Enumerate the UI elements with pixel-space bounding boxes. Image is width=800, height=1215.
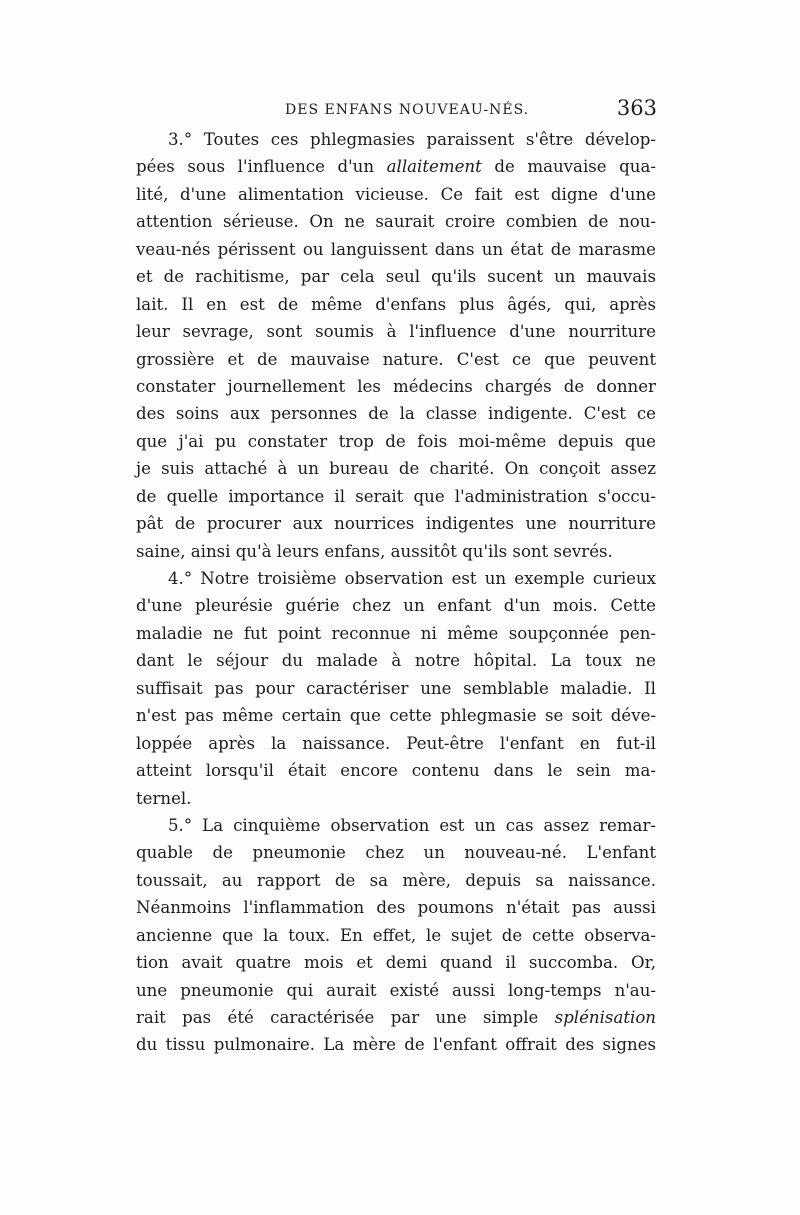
text-line: leur sevrage, sont soumis à l'influence d'une nourriture [136, 322, 656, 342]
text-line: veau-nés périssent ou languissent dans un état de marasme [136, 239, 656, 259]
text-line: une pneumonie qui aurait existé aussi long-temps n'au- [136, 980, 656, 1000]
body-text [136, 126, 656, 1059]
running-head [137, 96, 657, 126]
running-title: DES ENFANS NOUVEAU-NÉS. [285, 102, 530, 118]
text-line: constater journellement les médecins chargés de donner [136, 376, 656, 396]
text-line: et de rachitisme, par cela seul qu'ils sucent un mauvais [136, 267, 656, 287]
text-line: atteint lorsqu'il était encore contenu dans le sein ma- [136, 761, 656, 781]
text-line: pées sous l'influence d'un allaitement de mauvaise qua- [136, 157, 656, 177]
text-line: saine, ainsi qu'à leurs enfans, aussitôt qu'ils sont sevrés. [136, 541, 613, 561]
text-line: quable de pneumonie chez un nouveau-né. L'enfant [136, 843, 656, 863]
text-line: rait pas été caractérisée par une simple splénisation [136, 1008, 656, 1027]
text-line: je suis attaché à un bureau de charité. On conçoit assez [136, 459, 656, 479]
text-line: que j'ai pu constater trop de fois moi-même depuis que [136, 431, 656, 451]
text-line: Néanmoins l'inflammation des poumons n'était pas aussi [136, 898, 656, 918]
text-line: 4.° Notre troisième observation est un exemple curieux [168, 569, 656, 588]
text-line: lait. Il en est de même d'enfans plus âgés, qui, après [136, 294, 656, 314]
italic-word: allaitement [386, 157, 482, 177]
text-line: ternel. [136, 788, 192, 808]
page-number: 363 [616, 96, 657, 120]
text-line: 5.° La cinquième observation est un cas assez remar- [168, 815, 656, 835]
text-line: 3.° Toutes ces phlegmasies paraissent s'être dévelop- [168, 130, 656, 149]
text-line: du tissu pulmonaire. La mère de l'enfant offrait des signes [136, 1035, 656, 1055]
text-line: grossière et de mauvaise nature. C'est ce que peuvent [136, 349, 656, 369]
text-line: ancienne que la toux. En effet, le sujet de cette observa- [136, 925, 656, 945]
text-line: n'est pas même certain que cette phlegmasie se soit déve- [136, 706, 656, 726]
italic-word: splénisation [554, 1008, 656, 1027]
text-line: d'une pleurésie guérie chez un enfant d'un mois. Cette [136, 596, 656, 616]
text-line: suffisait pas pour caractériser une semblable maladie. Il [136, 678, 656, 698]
text-line: maladie ne fut point reconnue ni même soupçonnée pen- [136, 623, 656, 643]
text-line: attention sérieuse. On ne saurait croire combien de nou- [136, 212, 656, 232]
text-line: toussait, au rapport de sa mère, depuis sa naissance. [136, 870, 656, 890]
text-line: tion avait quatre mois et demi quand il succomba. Or, [136, 953, 656, 973]
text-line: lité, d'une alimentation vicieuse. Ce fait est digne d'une [136, 184, 656, 204]
text-line: des soins aux personnes de la classe indigente. C'est ce [136, 404, 656, 424]
text-line: dant le séjour du malade à notre hôpital. La toux ne [136, 651, 656, 671]
text-line: de quelle importance il serait que l'administration s'occu- [136, 486, 656, 506]
text-line: loppée après la naissance. Peut-être l'enfant en fut-il [136, 733, 656, 753]
text-line: pât de procurer aux nourrices indigentes une nourriture [136, 514, 656, 534]
